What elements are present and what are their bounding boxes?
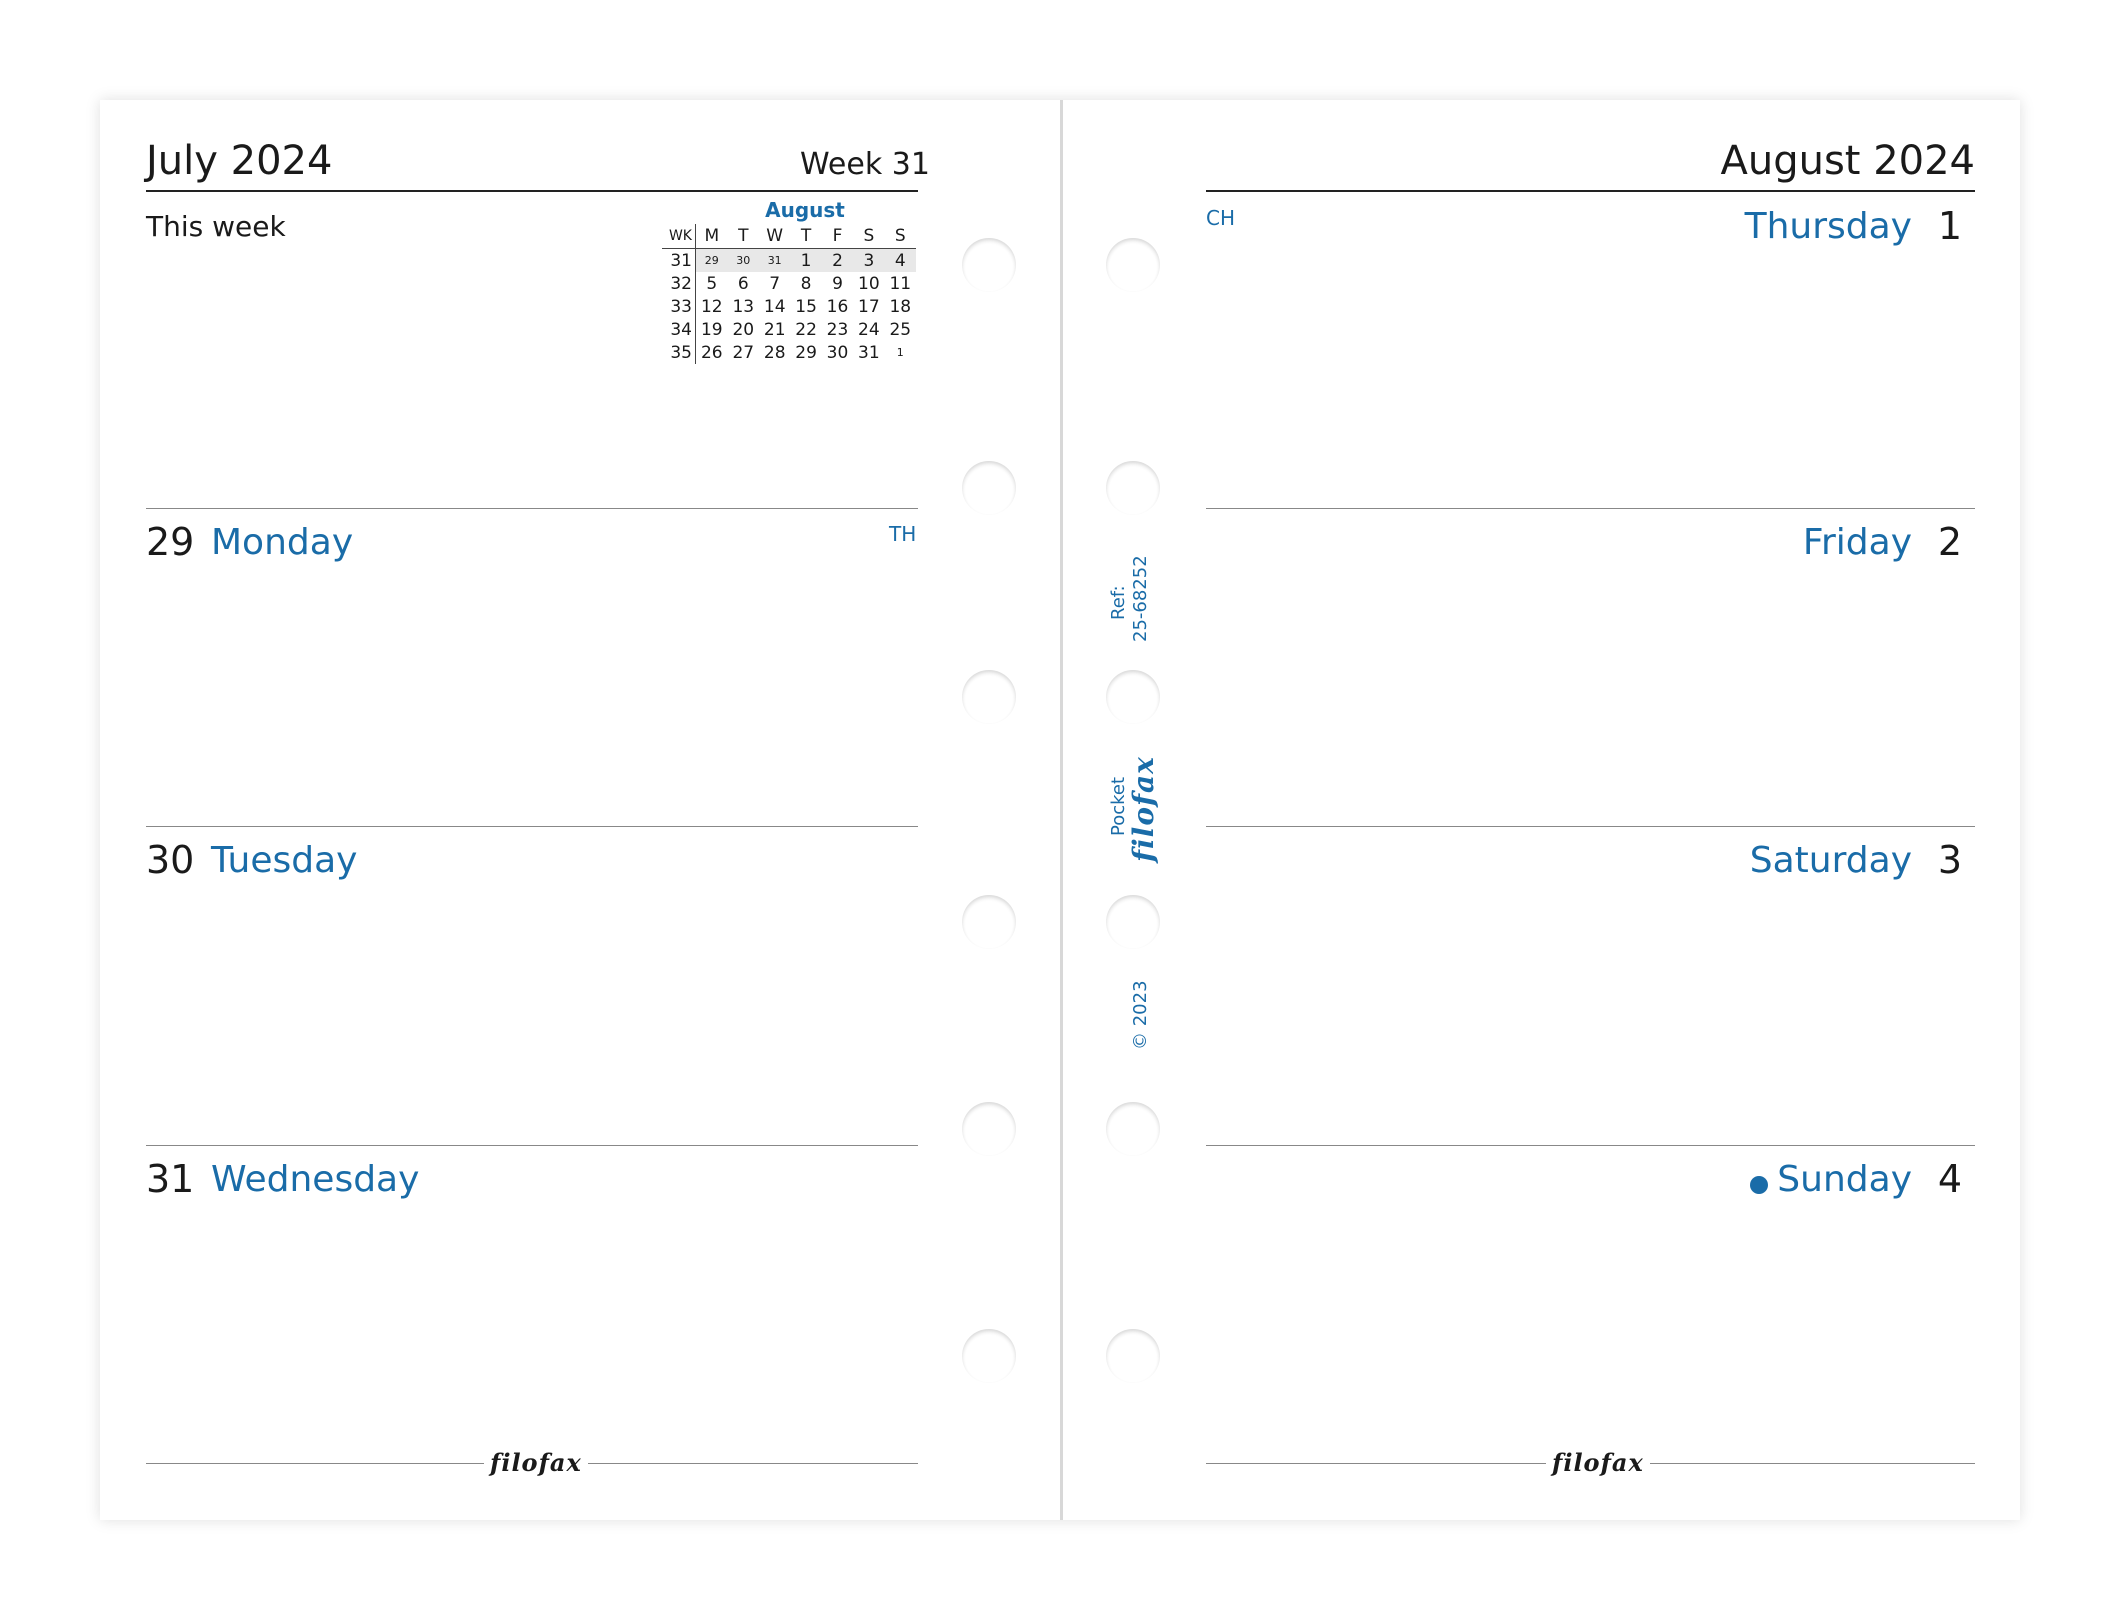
mini-calendar-grid bbox=[662, 224, 916, 364]
cal-day: 12 bbox=[700, 296, 723, 317]
cal-day: 16 bbox=[826, 296, 849, 317]
cal-day: 29 bbox=[795, 342, 817, 363]
cal-day: 17 bbox=[858, 296, 880, 317]
day-number-saturday: 3 bbox=[1937, 838, 1962, 882]
cal-day: 15 bbox=[795, 296, 817, 317]
day-name-thursday: Thursday bbox=[1744, 206, 1912, 247]
day-number-sunday: 4 bbox=[1937, 1157, 1962, 1201]
cal-day: 6 bbox=[737, 273, 749, 294]
ring-hole bbox=[962, 670, 1016, 724]
cal-day: 20 bbox=[732, 319, 755, 340]
left-footer-logo: filofax bbox=[484, 1448, 588, 1477]
cal-header-day: T bbox=[728, 224, 759, 249]
spine-copyright: © 2023 bbox=[1130, 980, 1151, 1050]
ring-hole bbox=[962, 1102, 1016, 1156]
cal-day: 4 bbox=[885, 249, 916, 273]
cal-week-num: 34 bbox=[662, 318, 696, 341]
left-header-rule bbox=[146, 190, 918, 192]
cal-day: 14 bbox=[763, 296, 786, 317]
week-label: Week 31 bbox=[800, 147, 930, 182]
cal-day: 18 bbox=[889, 296, 912, 317]
right-note: CH bbox=[1206, 206, 1236, 230]
spine-ref-number: 25-68252 bbox=[1130, 555, 1151, 642]
cal-day: 13 bbox=[732, 296, 755, 317]
spine-brand-logo: filofax bbox=[1127, 756, 1160, 862]
cal-week-num: 33 bbox=[662, 295, 696, 318]
day-name-sunday: Sunday bbox=[1777, 1159, 1912, 1200]
mini-calendar-title: August bbox=[765, 198, 845, 222]
cal-day: 27 bbox=[732, 342, 755, 363]
cal-day: 24 bbox=[858, 319, 880, 340]
cal-day: 28 bbox=[763, 342, 786, 363]
cal-week-num: 35 bbox=[662, 341, 696, 364]
cal-day: 8 bbox=[800, 273, 812, 294]
day-name-saturday: Saturday bbox=[1749, 840, 1912, 881]
mini-calendar bbox=[662, 198, 916, 364]
ring-hole bbox=[962, 238, 1016, 292]
cal-day: 29 bbox=[696, 249, 728, 273]
this-week-label: This week bbox=[146, 210, 286, 243]
page-spine bbox=[1060, 100, 1063, 1520]
cal-header-day: S bbox=[885, 224, 916, 249]
right-month-title: August 2024 bbox=[1720, 138, 1975, 184]
left-day-divider bbox=[146, 1145, 918, 1146]
cal-day: 9 bbox=[832, 273, 843, 294]
cal-day: 23 bbox=[826, 319, 849, 340]
ring-hole bbox=[1106, 1102, 1160, 1156]
day-name-tuesday: Tuesday bbox=[211, 840, 358, 881]
ring-hole bbox=[962, 461, 1016, 515]
ring-hole bbox=[962, 1329, 1016, 1383]
cal-row bbox=[662, 318, 916, 341]
ring-hole bbox=[962, 895, 1016, 949]
left-month-title: July 2024 bbox=[146, 138, 333, 184]
cal-header-day: F bbox=[822, 224, 853, 249]
ring-hole bbox=[1106, 461, 1160, 515]
cal-row bbox=[662, 341, 916, 364]
cal-week-num: 31 bbox=[662, 249, 696, 273]
cal-header-day: T bbox=[790, 224, 821, 249]
day-number-wednesday: 31 bbox=[146, 1157, 195, 1201]
mini-calendar-header bbox=[662, 224, 916, 249]
cal-day: 3 bbox=[853, 249, 884, 273]
day-name-friday: Friday bbox=[1802, 522, 1912, 563]
right-day-divider bbox=[1206, 508, 1975, 509]
day-number-friday: 2 bbox=[1937, 520, 1962, 564]
spine-ref-label: Ref: bbox=[1108, 585, 1129, 620]
cal-day: 25 bbox=[889, 319, 912, 340]
cal-header-wk: WK bbox=[662, 224, 696, 249]
left-day-divider bbox=[146, 826, 918, 827]
cal-day: 10 bbox=[858, 273, 880, 294]
cal-header-day: M bbox=[696, 224, 728, 249]
right-header-rule bbox=[1206, 190, 1975, 192]
cal-day: 2 bbox=[822, 249, 853, 273]
ring-hole bbox=[1106, 670, 1160, 724]
right-footer-logo: filofax bbox=[1546, 1448, 1650, 1477]
right-day-divider bbox=[1206, 1145, 1975, 1146]
day-number-tuesday: 30 bbox=[146, 838, 195, 882]
cal-row bbox=[662, 272, 916, 295]
cal-day: 21 bbox=[763, 319, 786, 340]
ring-hole bbox=[1106, 238, 1160, 292]
cal-header-day: S bbox=[853, 224, 884, 249]
left-day-divider bbox=[146, 508, 918, 509]
cal-day: 1 bbox=[790, 249, 821, 273]
day-name-monday: Monday bbox=[211, 522, 354, 563]
day-number-thursday: 1 bbox=[1937, 204, 1962, 248]
monday-note: TH bbox=[889, 522, 917, 546]
cal-day: 30 bbox=[826, 342, 849, 363]
cal-day: 31 bbox=[759, 249, 790, 273]
cal-day: 19 bbox=[700, 319, 723, 340]
cal-day: 11 bbox=[889, 273, 912, 294]
day-name-wednesday: Wednesday bbox=[211, 1159, 420, 1200]
right-day-divider bbox=[1206, 826, 1975, 827]
cal-day: 7 bbox=[769, 273, 781, 294]
ring-hole bbox=[1106, 895, 1160, 949]
cal-day: 30 bbox=[728, 249, 759, 273]
cal-day: 22 bbox=[795, 319, 817, 340]
cal-day: 31 bbox=[858, 342, 880, 363]
cal-row bbox=[662, 249, 916, 273]
ring-hole bbox=[1106, 1329, 1160, 1383]
cal-header-day: W bbox=[759, 224, 790, 249]
cal-day: 26 bbox=[700, 342, 723, 363]
cal-row bbox=[662, 295, 916, 318]
cal-day: 1 bbox=[896, 346, 904, 359]
holiday-dot-icon bbox=[1750, 1176, 1768, 1194]
cal-week-num: 32 bbox=[662, 272, 696, 295]
cal-day: 5 bbox=[706, 273, 718, 294]
spine-size-label: Pocket bbox=[1108, 776, 1129, 836]
day-number-monday: 29 bbox=[146, 520, 195, 564]
